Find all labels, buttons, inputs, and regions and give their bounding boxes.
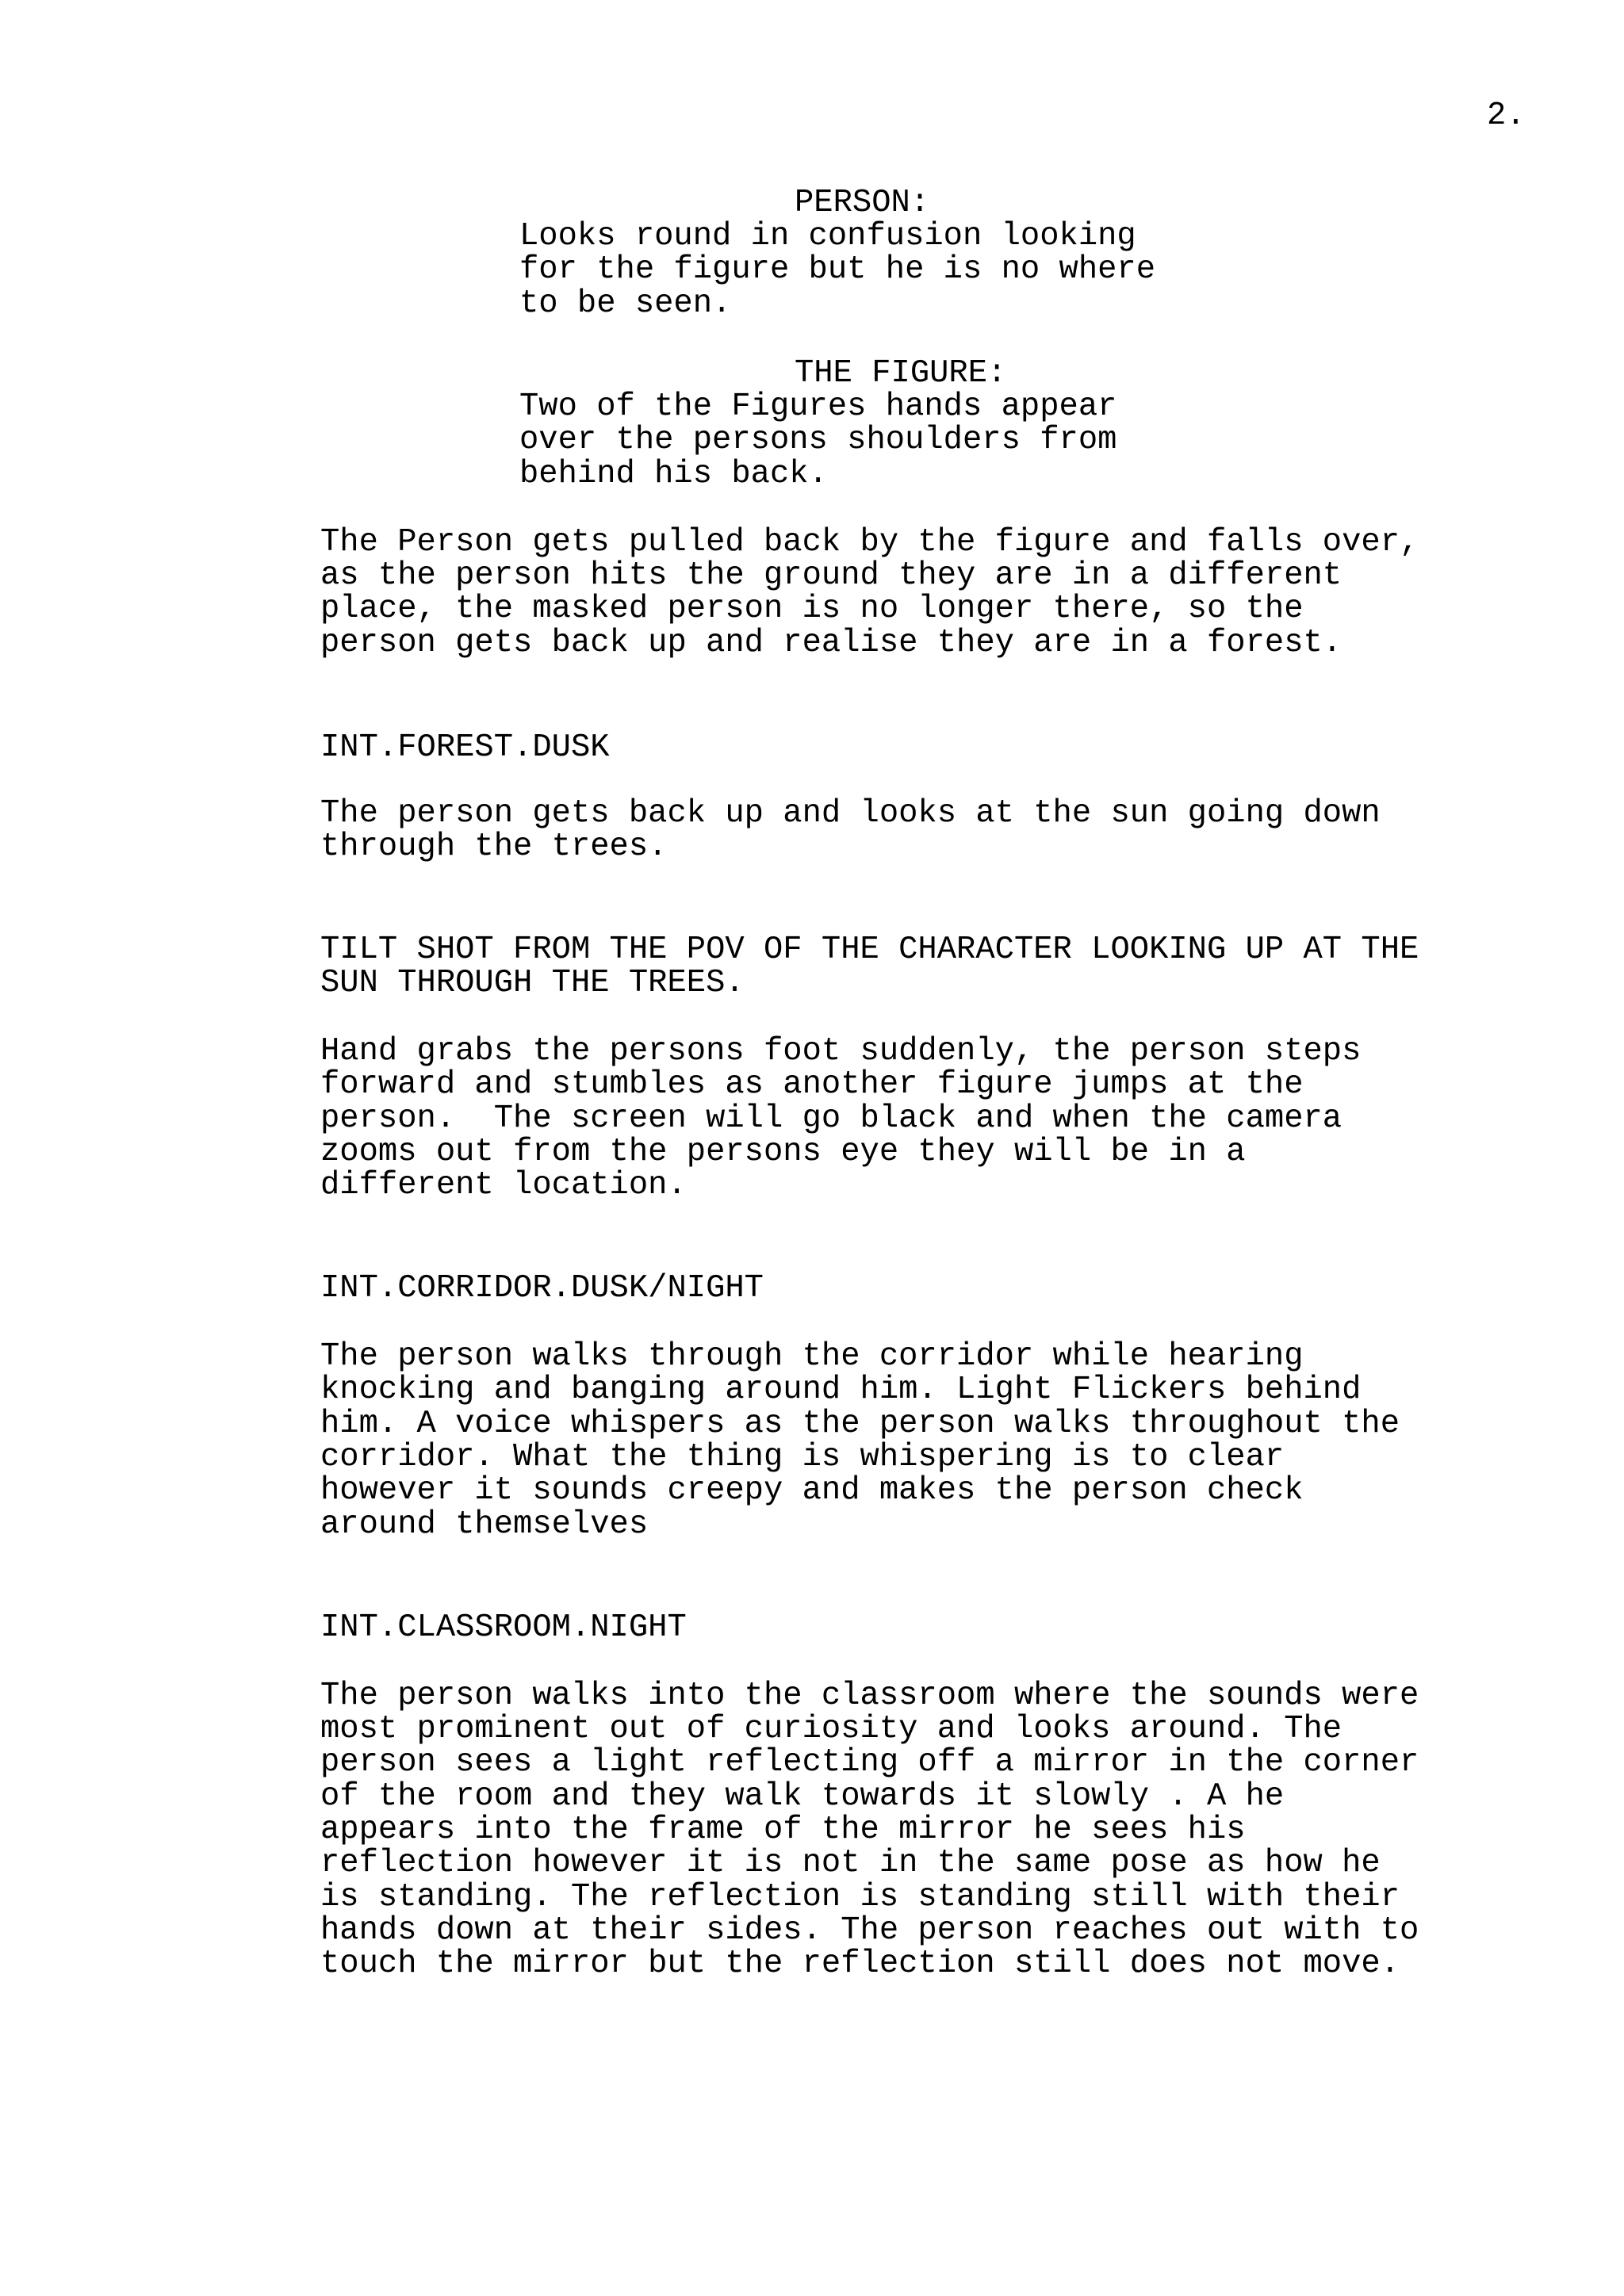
dialogue-line: behind his back. [519, 456, 828, 492]
page-number: 2. [1487, 98, 1526, 134]
character-cue-person: PERSON: [795, 185, 930, 221]
action-line: person gets back up and realise they are in a forest. [320, 625, 1342, 661]
character-cue-the-figure: THE FIGURE: [795, 355, 1007, 392]
scene-heading-forest: INT.FOREST.DUSK [320, 729, 610, 766]
action-line: corridor. What the thing is whispering is to clear [320, 1439, 1285, 1475]
action-line: however it sounds creepy and makes the person check [320, 1472, 1304, 1509]
action-line: hands down at their sides. The person reaches out with to [320, 1912, 1419, 1949]
action-line: of the room and they walk towards it slowly . A he [320, 1778, 1285, 1815]
action-line: The person walks through the corridor while hearing [320, 1338, 1304, 1375]
action-line: The person gets back up and looks at the sun going down [320, 795, 1381, 832]
scene-heading-corridor: INT.CORRIDOR.DUSK/NIGHT [320, 1270, 764, 1307]
shot-direction-line: TILT SHOT FROM THE POV OF THE CHARACTER LOOKING UP AT THE [320, 932, 1419, 968]
action-line: most prominent out of curiosity and looks around. The [320, 1711, 1342, 1747]
action-line: him. A voice whispers as the person walks throughout the [320, 1406, 1400, 1442]
action-line: Hand grabs the persons foot suddenly, the person steps [320, 1033, 1362, 1070]
action-line: The person walks into the classroom where the sounds were [320, 1678, 1419, 1714]
dialogue-line: over the persons shoulders from [519, 422, 1117, 458]
action-line: as the person hits the ground they are in a different [320, 557, 1342, 594]
dialogue-line: for the figure but he is no where [519, 251, 1156, 288]
action-line: person. The screen will go black and when the camera [320, 1100, 1342, 1137]
action-line: appears into the frame of the mirror he sees his [320, 1812, 1246, 1848]
action-line: different location. [320, 1167, 687, 1203]
shot-direction-line: SUN THROUGH THE TREES. [320, 965, 745, 1001]
dialogue-line: to be seen. [519, 285, 732, 322]
dialogue-line: Two of the Figures hands appear [519, 388, 1117, 425]
action-line: person sees a light reflecting off a mirror in the corner [320, 1744, 1419, 1781]
dialogue-line: Looks round in confusion looking [519, 218, 1136, 254]
action-line: place, the masked person is no longer there, so the [320, 591, 1304, 627]
action-line: through the trees. [320, 828, 668, 865]
action-line: reflection however it is not in the same pose as how he [320, 1845, 1381, 1881]
action-line: zooms out from the persons eye they will be in a [320, 1134, 1246, 1170]
action-line: knocking and banging around him. Light Flickers behind [320, 1372, 1362, 1408]
action-line: around themselves [320, 1506, 649, 1543]
action-line: is standing. The reflection is standing still with their [320, 1879, 1400, 1915]
action-line: touch the mirror but the reflection still does not move. [320, 1946, 1400, 1982]
action-line: forward and stumbles as another figure jumps at the [320, 1066, 1304, 1103]
scene-heading-classroom: INT.CLASSROOM.NIGHT [320, 1609, 687, 1646]
action-line: The Person gets pulled back by the figure and falls over, [320, 524, 1419, 561]
